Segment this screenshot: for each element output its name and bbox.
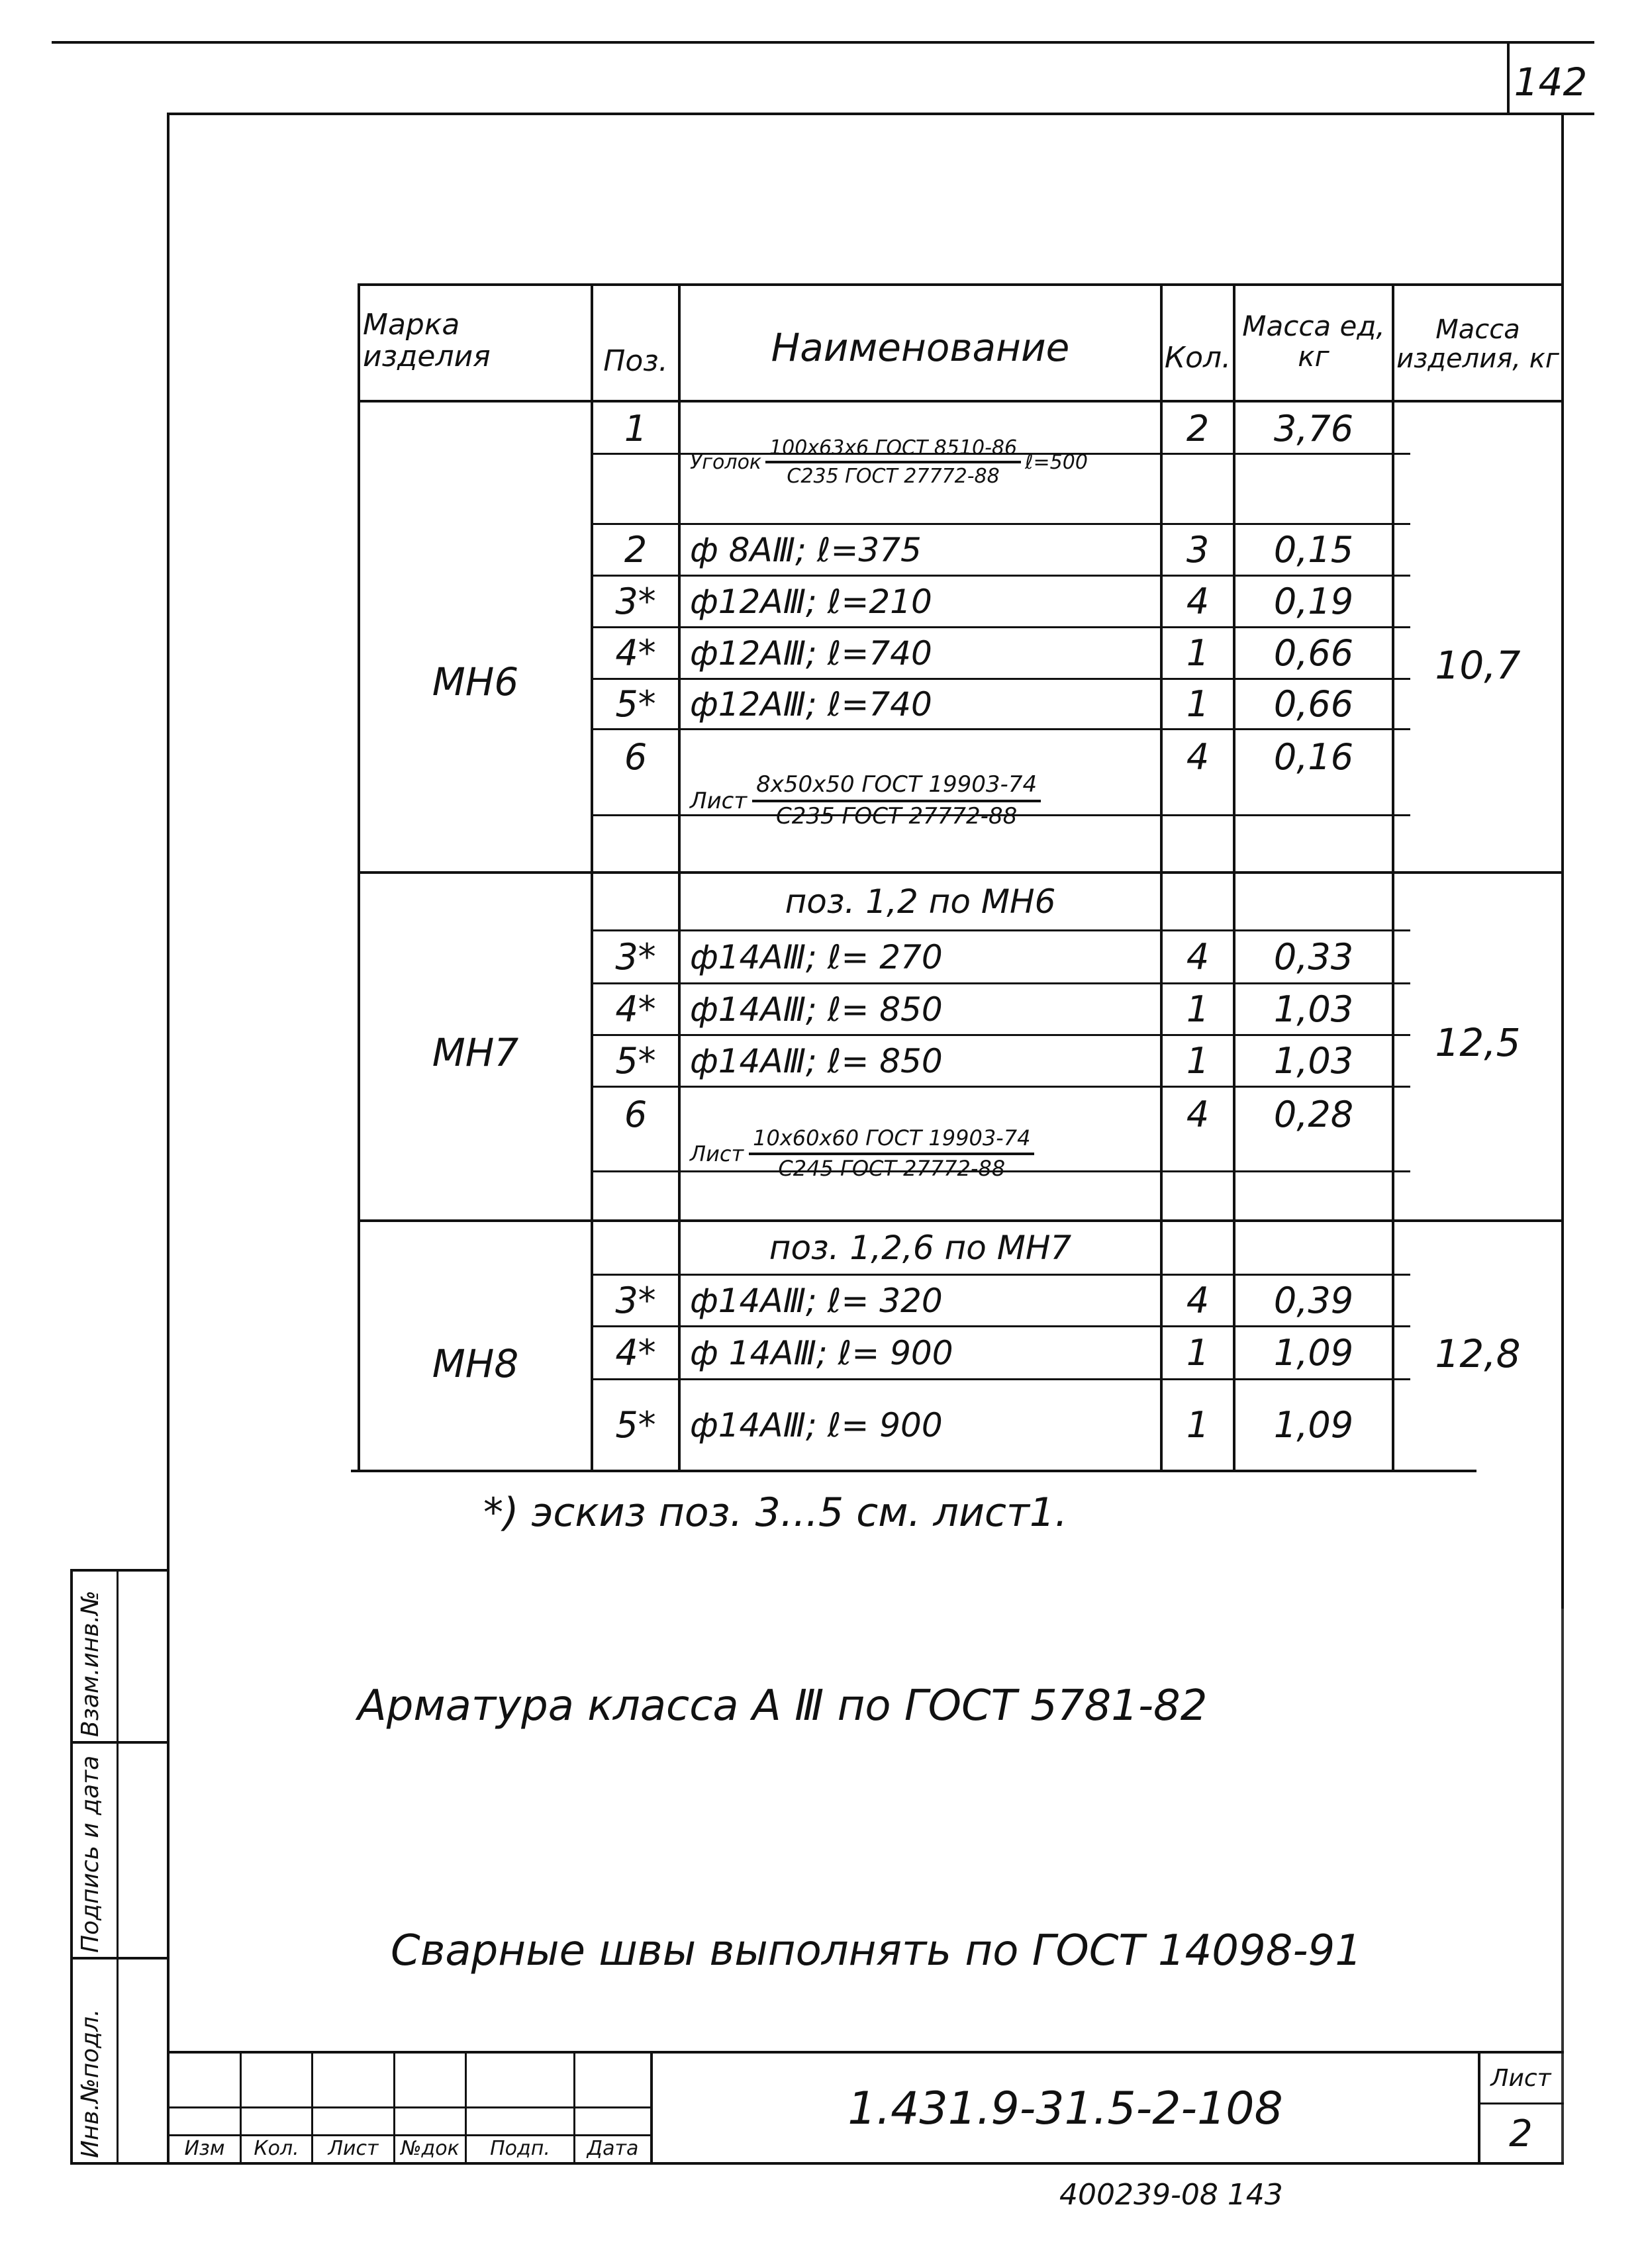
table-row-name: ф12АⅢ; ℓ=210 [690,582,932,621]
table-row-mass: 0,16 [1273,735,1354,778]
total-mh7: 12,5 [1435,1020,1521,1065]
table-row-pos: 4* [615,1332,656,1374]
header-qty: Кол. [1164,340,1232,375]
tb-label-kol: Кол. [254,2137,299,2160]
table-row-pos: 5* [615,1404,656,1446]
frame-left [167,113,169,2165]
table-row-name [681,1088,1160,1219]
name-prefix: Уголок [690,450,762,474]
name-den: С235 ГОСТ 27772-88 [787,465,1000,488]
table-row-name: ф14АⅢ; ℓ= 270 [690,937,943,976]
frame-right [1561,113,1564,1609]
table-row-mass: 0,33 [1273,936,1354,978]
name-num: 100х63х6 ГОСТ 8510-86 [765,438,1021,464]
name-fraction [749,1127,1034,1180]
header-mark: Марка изделия [363,307,491,373]
tb-label-izm: Изм [184,2137,225,2160]
table-row-qty: 1 [1186,632,1210,674]
name-prefix: Лист [690,1141,744,1166]
table-row-name: ф 8АⅢ; ℓ=375 [690,530,922,569]
table-row-qty: 1 [1186,988,1210,1030]
sheet-label: Лист [1490,2064,1551,2092]
footnote: *) эскиз поз. 3...5 см. лист1. [483,1489,1068,1536]
name-den: С245 ГОСТ 27772-88 [778,1155,1006,1181]
table-row-mass: 3,76 [1273,407,1354,449]
table-row-mass: 0,15 [1273,529,1354,571]
table-row-mass: 0,39 [1273,1280,1354,1321]
table-row-name: поз. 1,2 по МН6 [785,882,1056,921]
sheet-value: 2 [1509,2112,1533,2155]
table-row-pos: 5* [615,683,656,725]
table-row-pos: 6 [624,735,648,778]
inv-label: Инв.№подл. [77,2008,104,2158]
table-row-pos: 5* [615,1040,656,1082]
table-row-mass: 1,03 [1273,988,1354,1030]
tb-label-data: Дата [587,2137,639,2160]
table-row-name: поз. 1,2,6 по МН7 [769,1229,1072,1267]
total-mh8: 12,8 [1435,1331,1521,1376]
table-row-mass: 0,28 [1273,1093,1354,1135]
name-den: С235 ГОСТ 27772-88 [776,802,1018,829]
table-row-qty: 4 [1186,1280,1210,1321]
table-row-qty: 4 [1186,581,1210,622]
table-row-qty: 4 [1186,936,1210,978]
table-row-name [681,404,1160,520]
table-row-pos: 3* [615,1280,656,1321]
table-row-mass: 1,09 [1273,1332,1354,1374]
bottom-note: 400239-08 143 [1059,2178,1283,2212]
name-suffix: ℓ=500 [1025,450,1088,474]
table-row-name: ф14АⅢ; ℓ= 850 [690,1041,943,1080]
table-row-qty: 2 [1186,407,1210,449]
table-row-qty: 1 [1186,683,1210,725]
replace-label: Взам.инв.№ [77,1590,104,1737]
name-fraction [752,773,1041,828]
name-num: 8х50х50 ГОСТ 19903-74 [752,773,1041,802]
table-row-pos: 3* [615,936,656,978]
tb-label-podp: Подп. [490,2137,550,2160]
name-num: 10х60х60 ГОСТ 19903-74 [749,1127,1034,1155]
table-row-mass: 1,09 [1273,1404,1354,1446]
table-row-name: ф12АⅢ; ℓ=740 [690,685,932,724]
table-row-mass: 0,66 [1273,683,1354,725]
mark-mh8: МН8 [432,1341,519,1386]
header-item-mass: Масса изделия, кг [1396,314,1559,374]
table-row-mass: 0,66 [1273,632,1354,674]
sign-label: Подпись и дата [77,1755,104,1953]
table-row-name: ф12АⅢ; ℓ=740 [690,634,932,673]
table-row-pos: 3* [615,581,656,622]
table-row-qty: 4 [1186,1093,1210,1135]
table-row-pos: 4* [615,632,656,674]
table-row-mass: 1,03 [1273,1040,1354,1082]
frame-top [167,113,1564,115]
frame-bottom [70,2162,1564,2165]
table-row-pos: 4* [615,988,656,1030]
name-fraction [765,438,1021,487]
mark-mh6: МН6 [432,659,519,704]
total-mh6: 10,7 [1435,643,1521,688]
table-row-pos: 2 [624,529,648,571]
sheet-number-top: 142 [1514,60,1588,105]
table-row-qty: 1 [1186,1040,1210,1082]
header-name: Наименование [771,325,1070,370]
rebar-note: Арматура класса А Ⅲ по ГОСТ 5781-82 [358,1681,1208,1730]
tb-label-ndoc: №док [401,2137,459,2160]
table-row-qty: 1 [1186,1332,1210,1374]
frame-right-lower [1561,1609,1564,2165]
table-row-mass: 0,19 [1273,581,1354,622]
table-row-qty: 4 [1186,735,1210,778]
table-row-pos: 1 [624,407,648,449]
header-unit-mass: Масса ед, кг [1242,309,1385,373]
name-prefix: Лист [690,787,748,814]
designation: 1.431.9-31.5-2-108 [847,2082,1283,2135]
tb-label-list: Лист [328,2137,379,2160]
table-row-name: ф14АⅢ; ℓ= 320 [690,1281,943,1320]
table-row-name: ф14АⅢ; ℓ= 850 [690,990,943,1029]
header-pos: Поз. [603,344,668,378]
welds-note: Сварные швы выполнять по ГОСТ 14098-91 [391,1926,1362,1975]
top-rule [52,41,1594,44]
table-row-name: ф14АⅢ; ℓ= 900 [690,1405,943,1444]
table-row-name: ф 14АⅢ; ℓ= 900 [690,1333,953,1372]
table-row-qty: 3 [1186,529,1210,571]
table-row-pos: 6 [624,1093,648,1135]
table-row-name [681,730,1160,871]
mark-mh7: МН7 [432,1030,519,1075]
table-row-qty: 1 [1186,1404,1210,1446]
